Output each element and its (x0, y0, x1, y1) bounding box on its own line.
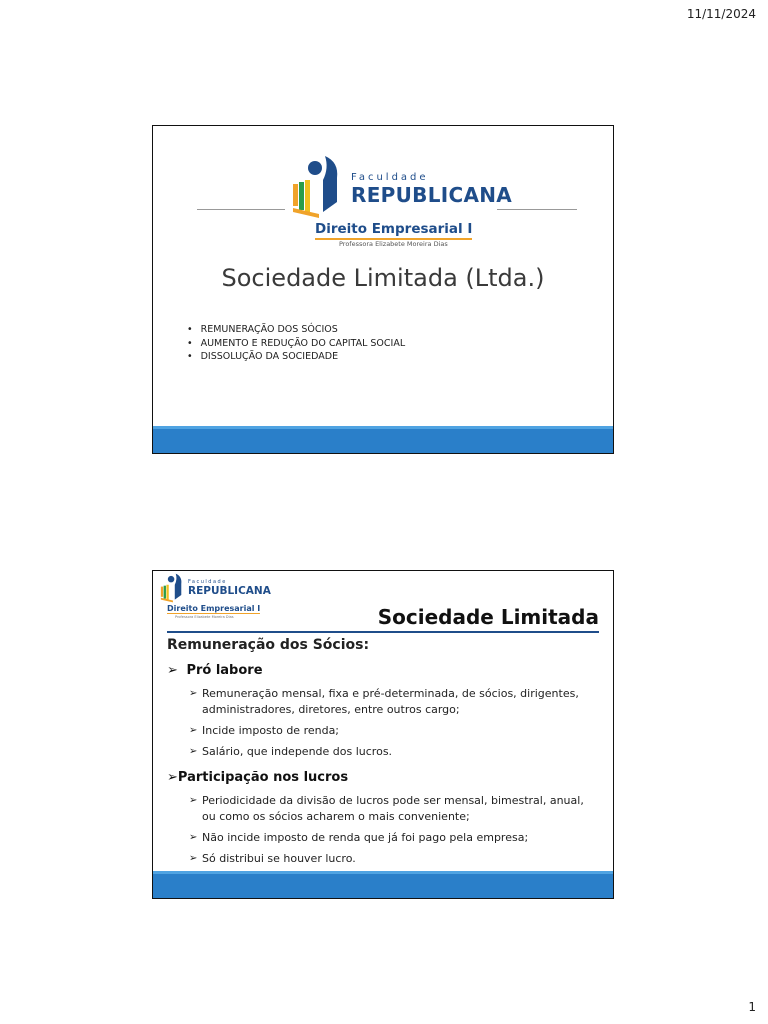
title-underline (167, 631, 599, 633)
slide-1 (152, 125, 614, 454)
logo-faculdade: Faculdade (188, 579, 227, 585)
footer-bar (153, 426, 613, 453)
logo-republicana: REPUBLICANA (188, 585, 271, 597)
print-date: 11/11/2024 (686, 7, 756, 21)
list-item: ➢ Só distribui se houver lucro. (189, 852, 356, 865)
footer-bar (153, 871, 613, 898)
divider-left (197, 209, 285, 210)
arrow-bullet-icon: ➢ (189, 688, 198, 699)
slide-title: Sociedade Limitada (377, 605, 599, 629)
arrow-bullet-icon: ➢ (167, 663, 178, 678)
arrow-bullet-icon: ➢ (189, 853, 198, 864)
logo (159, 573, 271, 603)
participacao-list (189, 793, 595, 872)
pro-labore-list (189, 686, 595, 765)
list-item: • DISSOLUÇÃO DA SOCIEDADE (187, 350, 405, 364)
arrow-bullet-icon: ➢ (189, 746, 198, 757)
arrow-bullet-icon: ➢ (189, 832, 198, 843)
professor-name: Professora Elizabete Moreira Dias (175, 615, 234, 619)
participacao-heading (167, 770, 348, 785)
pro-labore-label: Pró labore (186, 663, 263, 678)
list-item: • REMUNERAÇÃO DOS SÓCIOS (187, 323, 405, 337)
list-item: • AUMENTO E REDUÇÃO DO CAPITAL SOCIAL (187, 337, 405, 351)
professor-name: Professora Elizabete Moreira Dias (339, 240, 448, 248)
arrow-bullet-icon: ➢ (189, 725, 198, 736)
logo (289, 156, 512, 218)
list-item: ➢ Não incide imposto de renda que já foi pago pela empresa; (189, 831, 529, 844)
logo-faculdade: Faculdade (351, 172, 429, 183)
list-item: ➢ Remuneração mensal, fixa e pré-determinada, de sócios, dirigentes, administradores, diretores, entre outros cargo; (189, 687, 579, 716)
course-title: Direito Empresarial I (315, 221, 472, 240)
arrow-bullet-icon: ➢ (189, 795, 198, 806)
page-number: 1 (748, 1000, 756, 1014)
list-item: ➢ Periodicidade da divisão de lucros pode ser mensal, bimestral, anual, ou como os sócios acharem o mais conveniente; (189, 794, 584, 823)
logo-republicana: REPUBLICANA (351, 183, 513, 207)
slide-2 (152, 570, 614, 899)
participacao-label: Participação nos lucros (177, 770, 349, 785)
divider-right (497, 209, 577, 210)
section-heading: Remuneração dos Sócios: (167, 637, 370, 653)
logo-icon (159, 573, 185, 603)
topic-list (187, 323, 405, 364)
logo-icon (289, 156, 345, 218)
course-title: Direito Empresarial I (167, 604, 261, 613)
list-item: ➢ Incide imposto de renda; (189, 724, 340, 737)
arrow-bullet-icon: ➢ (167, 770, 178, 785)
pro-labore-heading (167, 663, 263, 678)
slide-title: Sociedade Limitada (Ltda.) (221, 264, 545, 292)
list-item: ➢ Salário, que independe dos lucros. (189, 745, 393, 758)
